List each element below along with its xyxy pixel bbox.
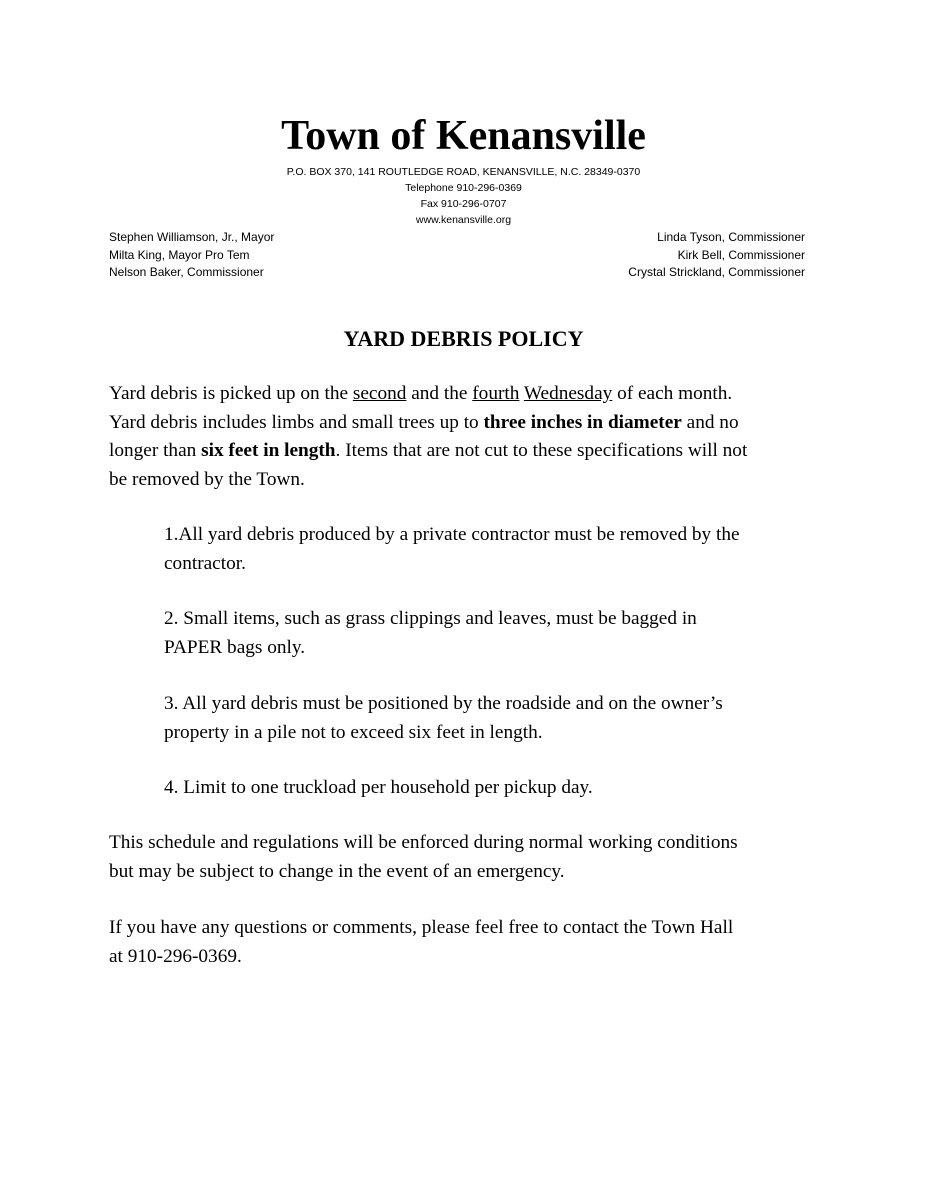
policy-rule-4 — [164, 774, 593, 803]
intro-text: . Items that are not cut to these specifications will not — [335, 440, 748, 461]
official-commissioner: Crystal Strickland, Commissioner — [628, 265, 805, 279]
rule-line: property in a pile not to exceed six feet in length. — [164, 721, 543, 743]
rule-line: 4. Limit to one truckload per household per pickup day. — [164, 777, 593, 798]
contact-paragraph — [109, 914, 733, 971]
telephone-number: Telephone 910-296-0369 — [405, 182, 522, 194]
official-commissioner: Kirk Bell, Commissioner — [677, 247, 805, 262]
contact-line: at 910-296-0369. — [109, 945, 242, 967]
intro-line — [109, 409, 747, 438]
rule-line: 3. All yard debris must be positioned by the roadside and on the owner’s — [164, 693, 723, 714]
official-commissioner: Linda Tyson, Commissioner — [657, 230, 805, 244]
official-mayor-pro-tem: Milta King, Mayor Pro Tem — [109, 247, 250, 262]
intro-line — [109, 437, 747, 466]
town-name: Town of Kenansville — [281, 113, 646, 159]
rule-line: contractor. — [164, 552, 246, 574]
bold-diameter: three inches in diameter — [483, 411, 682, 433]
intro-line — [109, 380, 747, 409]
rule-line: 1.All yard debris produced by a private contractor must be removed by the — [164, 524, 740, 545]
underlined-second: second — [352, 383, 407, 404]
rule-line: 2. Small items, such as grass clippings and leaves, must be bagged in — [164, 608, 697, 629]
contact-line: If you have any questions or comments, please feel free to contact the Town Hall — [109, 917, 734, 938]
letterhead — [0, 108, 927, 228]
intro-line: be removed by the Town. — [109, 468, 305, 490]
schedule-paragraph — [109, 829, 738, 886]
underlined-wednesday: Wednesday — [523, 383, 613, 404]
policy-title: YARD DEBRIS POLICY — [343, 326, 584, 351]
underlined-fourth: fourth — [472, 383, 520, 404]
intro-text: of each month. — [612, 383, 733, 404]
intro-text: Yard debris includes limbs and small trees up to — [109, 411, 484, 433]
policy-rule-3 — [164, 690, 723, 747]
intro-text: and no — [681, 411, 739, 433]
official-commissioner: Nelson Baker, Commissioner — [109, 265, 264, 279]
schedule-line: This schedule and regulations will be enforced during normal working conditions — [109, 832, 738, 853]
website-link[interactable]: www.kenansville.org — [415, 214, 512, 226]
schedule-line: but may be subject to change in the event of an emergency. — [109, 860, 565, 882]
rule-line: PAPER bags only. — [164, 636, 306, 658]
policy-rule-1 — [164, 521, 740, 578]
fax-number: Fax 910-296-0707 — [420, 198, 507, 210]
intro-text: longer than — [109, 440, 202, 461]
policy-rule-2 — [164, 605, 697, 662]
intro-text: and the — [406, 383, 473, 404]
mailing-address: P.O. BOX 370, 141 ROUTLEDGE ROAD, KENANSVILLE, N.C. 28349-0370 — [286, 166, 641, 178]
intro-text: Yard debris is picked up on the — [109, 383, 353, 404]
bold-length: six feet in length — [201, 440, 336, 461]
official-mayor: Stephen Williamson, Jr., Mayor — [109, 230, 275, 244]
officials-right-column — [628, 229, 805, 282]
intro-paragraph — [109, 380, 747, 494]
officials-left-column — [109, 229, 274, 282]
